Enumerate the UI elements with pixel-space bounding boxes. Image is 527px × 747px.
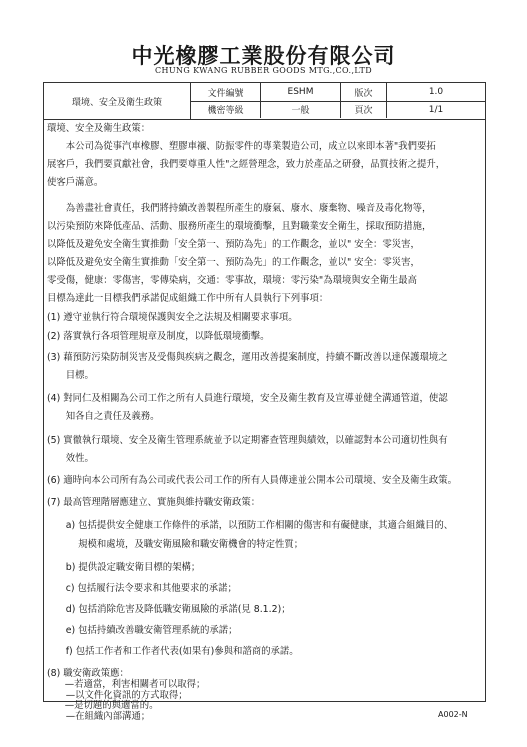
policy-dash-item: —若適當，利害相關者可以取得； <box>46 679 206 690</box>
policy-subitem: b) 提供設定職安衛目標的架構； <box>47 562 201 573</box>
policy-subitem: c) 包括履行法令要求和其他要求的承諾； <box>47 583 237 594</box>
policy-item-cont: 知各自之責任及義務。 <box>47 411 160 422</box>
doc-title: 環境、安全及衛生政策 <box>44 83 191 119</box>
edition-label: 版次 <box>341 83 387 101</box>
policy-item: (5) 實徹執行環境、安全及衛生管理系統並予以定期審查管理與績效，以確認對本公司適切性與有 <box>47 435 448 446</box>
page-label: 頁次 <box>341 101 387 118</box>
file-no-label: 文件編號 <box>191 83 261 101</box>
policy-line: 本公司為從事汽車橡膠、塑膠車襯、防振零件的專業製造公司，成立以來即本著"我們要拓 <box>47 141 436 152</box>
policy-line: 以污染預防來降低產品、活動、服務所產生的環境衝擊，且對職業安全衛生，採取預防措施， <box>47 221 432 232</box>
policy-line: 為善盡社會責任，我們將持續改善製程所產生的廢氣、廢水、廢棄物、噪音及毒化物等， <box>47 203 432 214</box>
page-value: 1/1 <box>428 104 444 115</box>
policy-heading: 環境、安全及衛生政策： <box>47 123 151 134</box>
policy-item: (6) 適時向本公司所有為公司或代表公司工作的所有人員傳達並公開本公司環境、安全及衛生政策。 <box>47 475 458 486</box>
company-name-zh: 中光橡膠工業股份有限公司 <box>131 44 396 68</box>
secrecy-value: 一般 <box>261 101 341 118</box>
policy-line: 目標為達此一目標我們承諾促成組織工作中所有人員執行下列事項： <box>47 293 329 304</box>
company-name-en: CHUNG KWANG RUBBER GOODS MTG.,CO.,LTD <box>154 66 373 75</box>
policy-item: (3) 藉預防污染防制災害及受傷與疾病之觀念，運用改善提案制度，持續不斷改善以達保護環境之 <box>47 352 448 363</box>
doc-info-table <box>44 83 485 120</box>
policy-item: (4) 對同仁及相關為公司工作之所有人員進行環境，安全及衛生教育及宣導並健全溝通管道，使認 <box>47 393 448 404</box>
form-number: A002-N <box>438 710 468 719</box>
policy-item: (7) 最高管理階層應建立、實施與維持職安衛政策： <box>47 497 261 508</box>
file-no-value: ESHM <box>261 83 341 101</box>
policy-line: 使客戶滿意。 <box>47 177 104 188</box>
policy-item-cont: 目標。 <box>47 370 94 381</box>
policy-subitem-cont: 規模和處境，及職安衛風險和職安衛機會的特定性質； <box>47 539 304 550</box>
policy-item-cont: 效性。 <box>47 453 94 464</box>
policy-subitem: e) 包括持續改善職安衛管理系統的承諾； <box>47 625 238 636</box>
policy-subitem: a) 包括提供安全健康工作條件的承諾，以預防工作相關的傷害和有礙健康，其適合組織目的、 <box>47 520 454 531</box>
policy-subitem: f) 包括工作者和工作者代表(如果有)參與和諮商的承諾。 <box>47 646 299 657</box>
policy-item: (2) 落實執行各項管理規章及制度，以降低環境衝擊。 <box>47 331 270 342</box>
policy-line: 零受傷，健康：零傷害，零傳染病，交通：零事故，環境：零污染"為環境與安全衛生最高 <box>47 275 417 286</box>
policy-subitem: d) 包括消除危害及降低職安衛風險的承諾(見 8.1.2)； <box>47 604 291 615</box>
doc-info-row-1 <box>191 83 485 102</box>
edition-value: 1.0 <box>428 87 444 97</box>
policy-dash-item: —在組織內部溝通； <box>47 711 151 722</box>
policy-line: 以降低及避免安全衛生實推動「安全第一、預防為先」的工作觀念，並以" 安全：零災害， <box>47 239 420 250</box>
policy-dash-item: —是切題的與適當的。 <box>46 700 159 711</box>
policy-line: 展客戶，我們要貢獻社會，我們要尊重人性"之經營理念，致力於產品之研發，品質技術之提升， <box>47 159 446 170</box>
policy-line: 以降低及避免安全衛生實推動「安全第一、預防為先」的工作觀念，並以" 安全：零災害， <box>47 257 420 268</box>
policy-dash-item: —以文件化資訊的方式取得； <box>47 690 188 701</box>
doc-info-row-2 <box>191 101 485 118</box>
policy-item: (1) 遵守並執行符合環境保護與安全之法規及相關要求事項。 <box>47 312 298 323</box>
policy-item: (8) 職安衛政策應： <box>47 668 129 679</box>
secrecy-label: 機密等級 <box>191 101 261 118</box>
